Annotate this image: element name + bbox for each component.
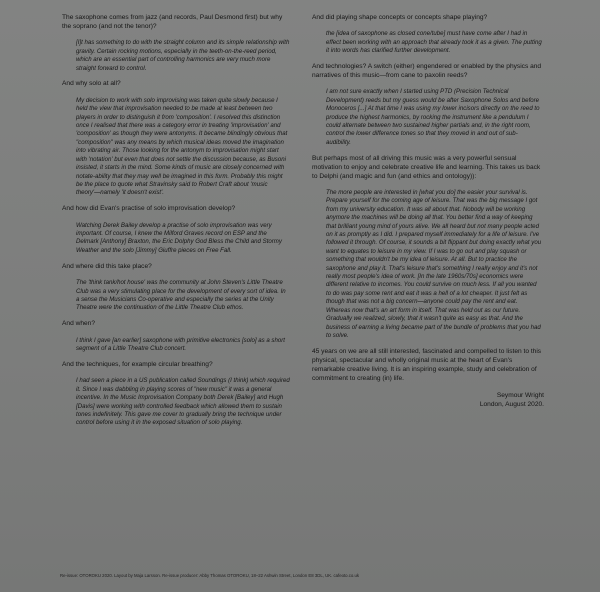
quote-paragraph: Watching Derek Bailey develop a practise of solo improvisation was very important. Of course, I knew the Milford Graves record on ESP and the Delmark [Anthony] Braxton, the Eric Dolphy God Bless the Child and Stormy Weather and the solo [Jimmy] Giuffre pieces on Free Fall. — [76, 221, 282, 254]
question-paragraph: And where did this take place? — [62, 262, 152, 270]
quote-paragraph: The more people are interested in [what you do] the easier your survival is. Prepare yourself for the coming age of leisure. That was the big message I got from my university education. It was all about that. Nobody will be working anymore the machines will be doing all that. You better find a way of keeping that brilliant young mind of yours alive. We all heard but not many people acted on it as promptly as I did. I prepared myself immediately for a life of leisure. I've followed it through. Of course, it sounds a bit flippant but doing exactly what you want to equates to leisure in my view. If I was to go out and play squash or something that wouldn't be my idea of leisure. At all. But to practice the saxophone and play it. That's leisure that's something I really enjoy and it's not really most people's idea of work. [In the late 1960s/70s] economics were different relative to incomes. You could survive on much less. If all you wanted to do was pay some rent and eat it was a hell of a lot cheaper. It just felt as though that was not a big concern—anyone could pay the rent and eat. Whereas now that's an art form in itself. That was held out as our future. Gradually we realized, slowly, that it wasn't quite as easy as that. And the business of earning a living became part of the bundle of problems that you had to solve. — [326, 189, 542, 339]
closing-paragraph: 45 years on we are all still interested, fascinated and compelled to listen to this physical, spectacular and wholly original music at the heart of Evan's remarkable creative living. It is an inspiring example, study and celebration of commitment to creating (in) life. — [312, 347, 542, 382]
credits-footer: Re-issue: OTOROKU 2020. Layout by Maja Larsson. Re-issue producer: Abby Thomas OTOROKU, 18–22 Ashwin Street, London E8 3DL, UK. cafeoto.co.uk — [60, 573, 360, 578]
signature-place-date: London, August 2020. — [479, 400, 544, 408]
quote-paragraph: The 'think tank/hot house' was the community at John Steven's Little Theatre Club was a very stimulating place for the development of every sort of idea. In a sense the Musicians Co-operative and especially the series at the Unity Theatre were the continuation of the Little Theatre Club ethos. — [76, 279, 286, 312]
quote-paragraph: [I]t has something to do with the straight column and its simple relationship with gravity. Certain rocking motions, especially in the teeth-on-the-reed period, which are an essential part of controlling harmonics are very much more straight forward to control. — [76, 39, 290, 72]
question-paragraph: And did playing shape concepts or concepts shape playing? — [312, 14, 488, 21]
quote-paragraph: I am not sure exactly when I started using PTD (Precision Technical Development) reeds but my guess would be after Saxophone Solos and before Monoceros [...] At that time I was using my lower incisors directly on the reed to produce the highest harmonics, by rocking the instrument like a pendulum I could alternate between two sustained higher partials and, in the right room, control the lower difference tones so that they moved in and out of sub-audibility. — [326, 88, 540, 146]
question-paragraph: And technologies? A switch (either) engendered or enabled by the physics and narratives of this music—from cane to paxolin reeds? — [312, 63, 542, 80]
question-paragraph: And the techniques, for example circular breathing? — [62, 361, 213, 368]
question-paragraph: And how did Evan's practise of solo improvisation develop? — [62, 205, 236, 213]
quote-paragraph: I had seen a piece in a US publication called Soundings (I think) which required it. Since I was dabbling in playing scores of "new music" it was a general incentive. In the Music Improvisation Company both Derek [Bailey] and Hugh [Davis] were working with controlled feedback which allowed them to sustain tones indefinitely. This gave me cover to gradually bring the technique under control before using it in the exposed situation of solo playing. — [76, 377, 290, 427]
right-column — [312, 14, 544, 409]
body-paragraph: But perhaps most of all driving this music was a very powerful sensual motivation to enjoy and celebrate creative life and learning. This takes us back to Delphi (and magic and fun (and ethics and ontology)): — [312, 154, 541, 180]
question-paragraph: The saxophone comes from jazz (and records, Paul Desmond first) but why the soprano (and not the tenor)? — [62, 14, 283, 30]
quote-paragraph: I think I gave [an earlier] saxophone with primitive electronics [solo] as a short segment of a Little Theatre Club concert. — [76, 336, 285, 353]
quote-paragraph: the [idea of saxophone as closed cone/tube] must have come after I had in effect been working with an approach that already took it as a given. The putting it into words has clarified further development. — [326, 30, 542, 55]
question-paragraph: And why solo at all? — [62, 80, 121, 88]
quote-paragraph: My decision to work with solo improvising was taken quite slowly because I held the view that improvisation needed to be made at least between two players in order to distinguish it from 'composition'. I resolved this distinction once I realised that there was a category error in treating 'improvisation' and 'composition' as though they were antonyms. It became blindingly obvious that "composition" was any means by which musical ideas moved the imagination into vibrating air. Those looking for the antonym to improvisation might start with 'notation' but even that does not settle the discussion because, as Busoni insisted, it starts in the mind. Some kinds of music are closely concerned with notate-ability that they may well be imagined in this form. Probably this might be the place to quote what Stravinsky said to Robert Craft about 'music theory'—namely 'it doesn't exist'. — [76, 96, 288, 197]
question-paragraph: And when? — [62, 320, 95, 328]
author-signature: Seymour Wright — [496, 391, 544, 399]
left-column — [62, 14, 292, 435]
